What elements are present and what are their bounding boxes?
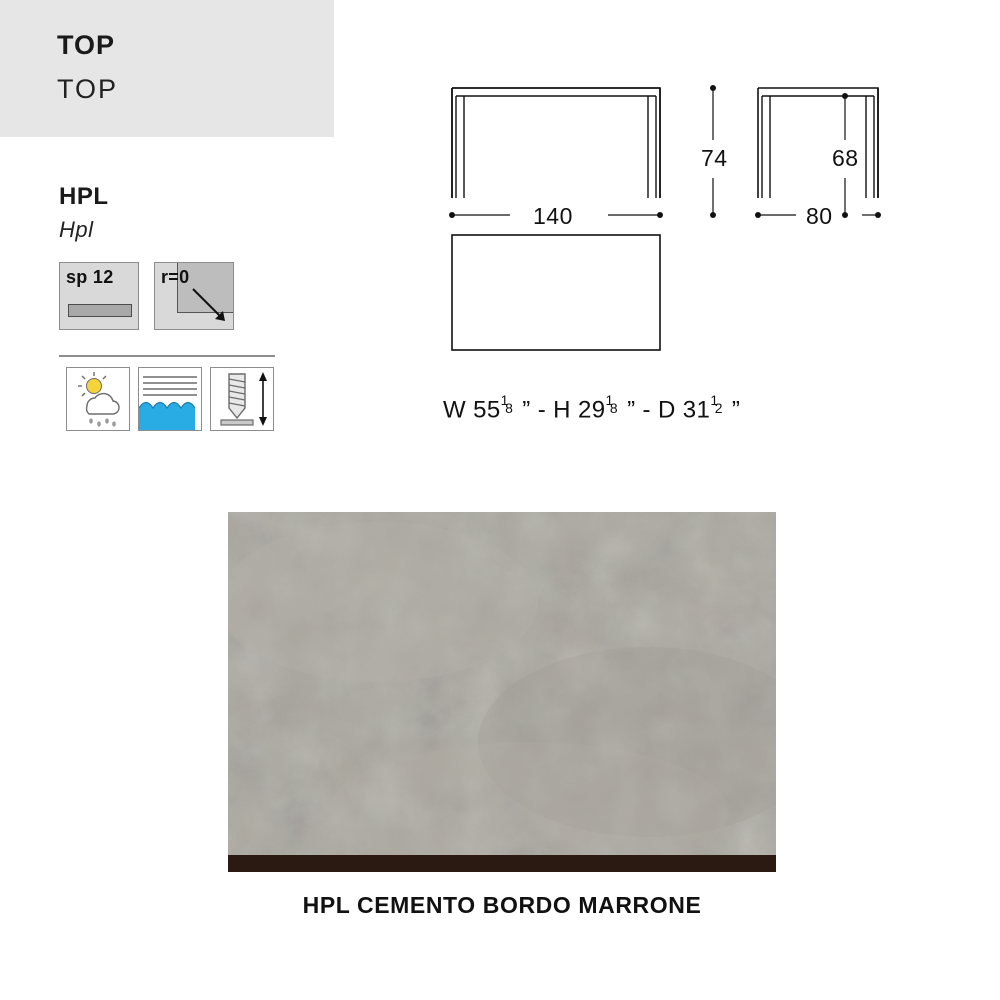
inch-mark-1: ” — [522, 396, 531, 424]
material-name-italian: Hpl — [59, 217, 94, 242]
page-subtitle: TOP — [57, 74, 119, 104]
swatch-edge-band — [228, 855, 776, 872]
weather-resistant-icon — [66, 367, 130, 431]
inch-mark-3: ” — [731, 396, 741, 424]
swatch-surface — [228, 512, 776, 855]
material-swatch — [228, 512, 776, 872]
thickness-bar-icon — [68, 304, 132, 317]
swatch-caption: HPL CEMENTO BORDO MARRONE — [302, 892, 702, 918]
divider — [59, 355, 275, 357]
spec-radius-label: r=0 — [161, 267, 190, 287]
imperial-width-fraction: 1 8 — [500, 391, 514, 417]
header-band — [0, 0, 334, 137]
technical-drawing — [420, 60, 940, 440]
dim-height-74: 74 — [701, 145, 728, 171]
spec-thickness-label: sp 12 — [66, 267, 114, 287]
imperial-dimensions — [443, 391, 741, 425]
imperial-depth-fraction: 1 2 — [710, 391, 723, 417]
imperial-height-fraction: 1 8 — [605, 391, 619, 417]
scratch-resistant-icon — [210, 367, 274, 431]
spec-thickness-box — [59, 262, 139, 330]
inch-mark-2: ” — [627, 396, 636, 424]
water-resistant-icon — [138, 367, 202, 431]
material-name: HPL — [59, 183, 109, 210]
imperial-width-prefix: W 55 — [443, 396, 501, 424]
dim-width-140: 140 — [533, 203, 573, 229]
imperial-height-prefix: - H 29 — [537, 396, 606, 424]
page-title: TOP — [57, 30, 116, 60]
radius-arrow-icon — [189, 285, 229, 325]
dim-inner-height-68: 68 — [832, 145, 859, 171]
spec-radius-box — [154, 262, 234, 330]
imperial-depth-prefix: - D 31 — [642, 396, 711, 424]
dim-depth-80: 80 — [806, 203, 833, 229]
